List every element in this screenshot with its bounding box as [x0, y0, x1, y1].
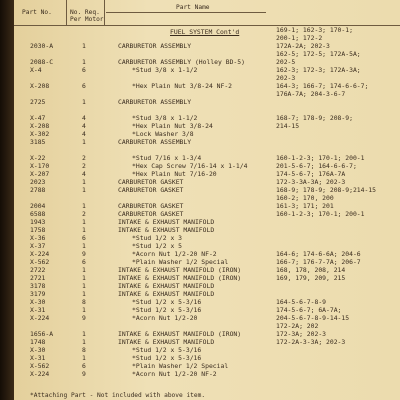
reference-numbers: 162-3; 172-3; 172A-3A; [276, 66, 361, 74]
part-name: INTAKE & EXHAUST MANIFOLD [118, 218, 215, 226]
part-number: X-562 [30, 362, 50, 370]
part-number: X-30 [30, 298, 46, 306]
quantity-per-motor: 1 [82, 266, 86, 274]
reference-numbers: 169-1; 162-3; 170-1; [276, 26, 353, 34]
part-name: INTAKE & EXHAUST MANIFOLD [118, 338, 215, 346]
table-row [14, 106, 400, 114]
part-name: CARBURETOR GASKET [118, 178, 184, 186]
table-row [14, 306, 400, 314]
part-name: *Stud 3/8 x 1-1/2 [132, 114, 198, 122]
part-name: CARBURETOR ASSEMBLY [118, 42, 192, 50]
table-row [14, 138, 400, 146]
table-row [14, 322, 400, 330]
parts-table-body [14, 0, 400, 400]
quantity-per-motor: 1 [82, 218, 86, 226]
part-number: X-562 [30, 258, 50, 266]
table-row [14, 170, 400, 178]
table-row [14, 226, 400, 234]
quantity-per-motor: 1 [82, 202, 86, 210]
part-name: *Hex Plain Nut 3/8-24 NF-2 [132, 82, 233, 90]
quantity-per-motor: 1 [82, 98, 86, 106]
part-number: X-36 [30, 234, 46, 242]
table-row [14, 330, 400, 338]
quantity-per-motor: 1 [82, 306, 86, 314]
quantity-per-motor: 1 [82, 186, 86, 194]
footer-note: *Attaching Part - Not included with above item. [30, 392, 206, 399]
part-number: X-208 [30, 122, 50, 130]
part-number: 3178 [30, 282, 46, 290]
part-name: *Stud 7/16 x 1-3/4 [132, 154, 202, 162]
reference-numbers: 160-1-2-3; 170-1; 200-1 [276, 210, 365, 218]
no-req-header: No. Req. [70, 9, 100, 16]
part-name: *Acorn Nut 1/2-20 [132, 314, 198, 322]
table-row [14, 274, 400, 282]
part-name: *Stud 1/2 x 5 [132, 242, 183, 250]
part-name-header: Part Name [176, 4, 210, 11]
part-name: *Stud 1/2 x 3 [132, 234, 183, 242]
part-name: *Hex Plain Nut 7/16-20 [132, 170, 217, 178]
table-row [14, 26, 400, 34]
table-row [14, 218, 400, 226]
table-row [14, 90, 400, 98]
reference-numbers: 202-5 [276, 58, 296, 66]
table-row [14, 234, 400, 242]
table-row [14, 258, 400, 266]
table-row [14, 186, 400, 194]
reference-numbers: 168-9; 178-9; 208-9;214-15 [276, 186, 377, 194]
table-row [14, 66, 400, 74]
quantity-per-motor: 6 [82, 258, 86, 266]
part-number: X-30 [30, 346, 46, 354]
part-number: 3179 [30, 290, 46, 298]
part-name: INTAKE & EXHAUST MANIFOLD (IRON) [118, 274, 242, 282]
quantity-per-motor: 6 [82, 82, 86, 90]
table-row [14, 242, 400, 250]
quantity-per-motor: 4 [82, 130, 86, 138]
table-row [14, 266, 400, 274]
reference-numbers: 172-2A; 202 [276, 322, 319, 330]
part-number: X-224 [30, 370, 50, 378]
table-row [14, 370, 400, 378]
part-name: INTAKE & EXHAUST MANIFOLD [118, 290, 215, 298]
quantity-per-motor: 4 [82, 122, 86, 130]
quantity-per-motor: 1 [82, 178, 86, 186]
table-row [14, 146, 400, 154]
quantity-per-motor: 1 [82, 338, 86, 346]
table-row [14, 354, 400, 362]
part-number: 2030-A [30, 42, 54, 50]
reference-numbers: 168-7; 178-9; 208-9; [276, 114, 353, 122]
quantity-per-motor: 9 [82, 250, 86, 258]
part-number: X-37 [30, 242, 46, 250]
part-name: INTAKE & EXHAUST MANIFOLD (IRON) [118, 330, 242, 338]
reference-numbers: 164-6; 174-6-6A; 204-6 [276, 250, 361, 258]
quantity-per-motor: 1 [82, 330, 86, 338]
part-number: 3185 [30, 138, 46, 146]
table-row [14, 290, 400, 298]
part-number: 2088-C [30, 58, 54, 66]
table-row [14, 98, 400, 106]
part-name: *Stud 1/2 x 5-3/16 [132, 354, 202, 362]
part-number: 2721 [30, 274, 46, 282]
part-name: INTAKE & EXHAUST MANIFOLD (IRON) [118, 266, 242, 274]
part-number: 2725 [30, 98, 46, 106]
table-row [14, 58, 400, 66]
part-number: X-4 [30, 66, 42, 74]
part-no-header: Part No. [22, 9, 52, 16]
reference-numbers: 176A-7A; 204-3-6-7 [276, 90, 346, 98]
reference-numbers: 162-5; 172-5; 172A-5A; [276, 50, 361, 58]
part-name: CARBURETOR GASKET [118, 202, 184, 210]
table-row [14, 114, 400, 122]
section-title: FUEL SYSTEM Cont'd [170, 28, 240, 36]
quantity-per-motor: 1 [82, 274, 86, 282]
part-name: *Stud 3/8 x 1-1/2 [132, 66, 198, 74]
part-number: 1943 [30, 218, 46, 226]
table-row [14, 154, 400, 162]
part-number: 1656-A [30, 330, 54, 338]
quantity-per-motor: 8 [82, 298, 86, 306]
quantity-per-motor: 1 [82, 282, 86, 290]
quantity-per-motor: 1 [82, 242, 86, 250]
quantity-per-motor: 6 [82, 362, 86, 370]
quantity-per-motor: 1 [82, 42, 86, 50]
part-number: X-170 [30, 162, 50, 170]
quantity-per-motor: 2 [82, 154, 86, 162]
quantity-per-motor: 1 [82, 290, 86, 298]
part-name: CARBURETOR GASKET [118, 186, 184, 194]
reference-numbers: 169, 179, 209, 215 [276, 274, 346, 282]
quantity-per-motor: 9 [82, 370, 86, 378]
reference-numbers: 174-5-6-7; 176A-7A [276, 170, 346, 178]
part-number: 2004 [30, 202, 46, 210]
quantity-per-motor: 1 [82, 226, 86, 234]
table-row [14, 50, 400, 58]
table-row [14, 178, 400, 186]
table-row [14, 34, 400, 42]
table-row [14, 210, 400, 218]
quantity-per-motor: 1 [82, 354, 86, 362]
part-name: *Plain Washer 1/2 Special [132, 362, 229, 370]
part-name: *Acorn Nut 1/2-20 NF-2 [132, 370, 217, 378]
book-binding [0, 0, 14, 400]
part-name: INTAKE & EXHAUST MANIFOLD [118, 282, 215, 290]
part-number: 2722 [30, 266, 46, 274]
part-name: *Plain Washer 1/2 Special [132, 258, 229, 266]
table-row [14, 202, 400, 210]
quantity-per-motor: 2 [82, 162, 86, 170]
quantity-per-motor: 4 [82, 170, 86, 178]
reference-numbers: 164-3; 166-7; 174-6-6-7; [276, 82, 369, 90]
part-name: CARBURETOR GASKET [118, 210, 184, 218]
reference-numbers: 174-5-6-7; 6A-7A; [276, 306, 342, 314]
table-row [14, 130, 400, 138]
table-row [14, 194, 400, 202]
per-motor-header: Per Motor [70, 16, 104, 23]
parts-list-page [14, 0, 400, 400]
part-number: X-224 [30, 250, 50, 258]
part-number: 2788 [30, 186, 46, 194]
part-number: X-208 [30, 82, 50, 90]
part-name: *Hex Cap Screw 7/16-14 x 1-1/4 [132, 162, 248, 170]
part-name: *Hex Plain Nut 3/8-24 [132, 122, 213, 130]
part-number: 1758 [30, 226, 46, 234]
part-name: CARBURETOR ASSEMBLY [118, 138, 192, 146]
quantity-per-motor: 9 [82, 314, 86, 322]
table-row [14, 314, 400, 322]
table-row [14, 346, 400, 354]
table-row [14, 298, 400, 306]
quantity-per-motor: 6 [82, 234, 86, 242]
part-name: CARBURETOR ASSEMBLY [118, 98, 192, 106]
table-row [14, 122, 400, 130]
table-row [14, 362, 400, 370]
part-number: X-31 [30, 306, 46, 314]
part-name: *Stud 1/2 x 5-3/16 [132, 346, 202, 354]
part-number: X-31 [30, 354, 46, 362]
part-number: X-302 [30, 130, 50, 138]
reference-numbers: 164-5-6-7-8-9 [276, 298, 327, 306]
part-number: X-47 [30, 114, 46, 122]
part-name: *Stud 1/2 x 5-3/16 [132, 298, 202, 306]
part-number: 1748 [30, 338, 46, 346]
quantity-per-motor: 2 [82, 210, 86, 218]
table-row [14, 250, 400, 258]
reference-numbers: 168, 178, 208, 214 [276, 266, 346, 274]
quantity-per-motor: 6 [82, 66, 86, 74]
part-name: CARBURETOR ASSEMBLY (Holley BD-5) [118, 58, 245, 66]
quantity-per-motor: 1 [82, 58, 86, 66]
part-number: X-22 [30, 154, 46, 162]
reference-numbers: 202-3 [276, 74, 296, 82]
table-row [14, 42, 400, 50]
table-row [14, 74, 400, 82]
table-row [14, 282, 400, 290]
quantity-per-motor: 1 [82, 138, 86, 146]
table-row [14, 82, 400, 90]
part-number: X-224 [30, 314, 50, 322]
table-row [14, 162, 400, 170]
part-name: *Stud 1/2 x 5-3/16 [132, 306, 202, 314]
reference-numbers: 204-5-6-7-8-9-14-15 [276, 314, 350, 322]
reference-numbers: 172-3-3A-3A; 202-3 [276, 178, 346, 186]
reference-numbers: 160-2; 170, 200 [276, 194, 334, 202]
reference-numbers: 166-7; 176-7-7A; 206-7 [276, 258, 361, 266]
table-row [14, 338, 400, 346]
quantity-per-motor: 8 [82, 346, 86, 354]
reference-numbers: 160-1-2-3; 170-1; 200-1 [276, 154, 365, 162]
part-number: X-207 [30, 170, 50, 178]
part-name: INTAKE & EXHAUST MANIFOLD [118, 226, 215, 234]
reference-numbers: 161-3; 171; 201 [276, 202, 334, 210]
reference-numbers: 172-2A-3-3A; 202-3 [276, 338, 346, 346]
reference-numbers: 214-15 [276, 122, 300, 130]
part-number: 2023 [30, 178, 46, 186]
part-name: *Lock Washer 3/8 [132, 130, 194, 138]
reference-numbers: 200-1; 172-2 [276, 34, 323, 42]
reference-numbers: 201-5-6-7; 164-6-6-7; [276, 162, 357, 170]
reference-numbers: 172-3A; 202-3 [276, 330, 327, 338]
reference-numbers: 172A-2A; 202-3 [276, 42, 330, 50]
quantity-per-motor: 4 [82, 114, 86, 122]
part-name: *Acorn Nut 1/2-20 NF-2 [132, 250, 217, 258]
part-number: 6588 [30, 210, 46, 218]
